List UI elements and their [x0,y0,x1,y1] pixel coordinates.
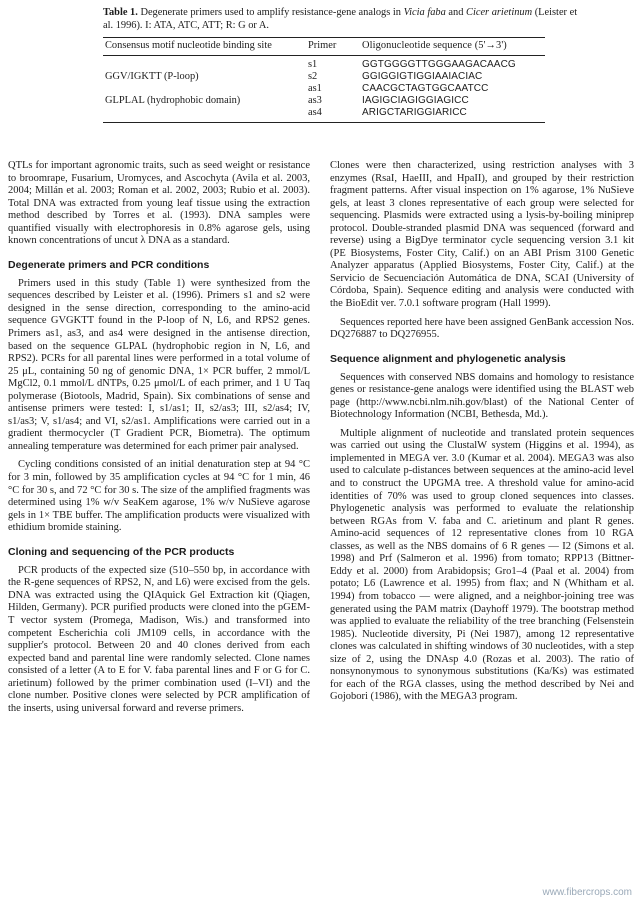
paragraph-cloning: PCR products of the expected size (510–550 bp, in accordance with the R-gene sequences of RPS2, N, and L6) were excised from the gels. DNA was extracted using the QIAquick Gel Extraction kit (Qiagen, Hilden, Germany). PCR purified products were cloned into the pGEM-T vector system (Promega, Madison, Wis.) and transformed into competent Escherichia coli JM109 cells, in accordance with the supplier's protocol. Between 20 and 40 clones derived from each expected band and parental line were randomly selected. Clone names consisted of a letter (A to E for V. faba parental lines and F or G for C. arietinum) followed by the primer combination used (I–VI) and the clone number. Positive clones were selected by PCR amplification of the inserts, using universal forward and reverse primers. [8,564,310,714]
left-column [8,160,310,715]
paragraph-genbank: Sequences reported here have been assigned GenBank accession Nos. DQ276887 to DQ276955. [330,316,634,341]
table-row [103,83,545,95]
cell-primer: as1 [308,83,322,94]
table-header-rule [103,55,545,56]
cell-primer: as4 [308,107,322,118]
cell-primer: s1 [308,59,318,70]
table-bottom-rule [103,122,545,123]
cell-sequence: IAGIGCIAGIGGIAGICC [362,95,469,106]
caption-species-2: Cicer arietinum [466,7,533,18]
paragraph-nbs: Sequences with conserved NBS domains and homology to resistance genes or resistance-gene analogs were identified using the BLAST web page (http://www.ncbi.nlm.nih.gov/blast) of the National Center of Biotechnology Information (NCBI, Bethesda, Md.). [330,371,634,421]
table-label: Table 1. [103,7,138,18]
paragraph-intro: QTLs for important agronomic traits, such as seed weight or resistance to broomrape, Fusarium, Uromyces, and Ascochyta (Avila et al. 2003, 2004; Millán et al. 2003; Roman et al. 2002, 2003; Rubio et al. 2003). Total DNA was extracted from young leaf tissue using the extraction method described by Torres et al. (1993). DNA samples were quantified visually with electrophoresis in 0.8% agarose gels, using known concentrations of uncut λ DNA as a standard. [8,160,310,247]
paragraph-cycling: Cycling conditions consisted of an initial denaturation step at 94 °C for 3 min, followed by 35 amplification cycles at 94 °C for 1 min, 46 °C for 30 s, and 72 °C for 30 s. The size of the amplified fragments was determined using 1% w/v SeaKem agarose, 1% w/v NuSieve agarose gels in 1× TBE buffer. The amplification products were visualized with ethidium bromide staining. [8,459,310,534]
watermark: www.fibercrops.com [542,887,632,898]
cell-primer: as3 [308,95,322,106]
cell-primer: s2 [308,71,318,82]
table-row [103,107,545,119]
cell-motif: GLPLAL (hydrophobic domain) [105,95,241,106]
cell-sequence: GGTGGGGTTGGGAAGACAACG [362,59,516,70]
caption-text: Degenerate primers used to amplify resistance-gene analogs in [137,7,404,18]
header-sequence: Oligonucleotide sequence (5'→3') [362,40,507,51]
table-header-row [103,40,545,52]
caption-and: and [445,7,467,18]
cell-sequence: GGIGGIGTIGGIAAIACIAC [362,71,483,82]
cell-sequence: CAACGCTAGTGGCAATCC [362,83,489,94]
paragraph-primers: Primers used in this study (Table 1) were synthesized from the sequences described by Leister et al. (1996). Primers s1 and s2 were designed in the sense direction, corresponding to the amino-acid sequence GVGKTT found in the P-loop of N, L6, and RPS2 genes. Primers as1, as3, and as4 were designed in the antisense direction, based on the sequence GLPAL (hydrophobic region in N, L6, and RPS2). PCRs for all parental lines were performed in a total volume of 25 μL, containing 50 ng of genomic DNA, 1× PCR buffer, 2 mmol/L MgCl2, 0.1 mmol/L dNTPs, 0.25 μmol/L of each primer, and 1 U Taq polymerase (Biotools, Madrid, Spain). Six combinations of sense and antisense primers were tested: I, s1/as1; II, s2/as3; III, s2/as4; IV, s1/as3; V, s1/as4; and VI, s2/as1. Amplifications were carried out in a gradient thermocycler (T Gradient PCR, Biometra). The optimum annealing temperature was determined for each primer pair analysed. [8,277,310,452]
paragraph-clones: Clones were then characterized, using restriction analyses with 3 enzymes (RsaI, HaeIII, and HpaII), and grouped by their restriction fragment patterns. After visual inspection on 1% agarose, 1% NuSieve gels, at least 3 clones representative of each group were selected for sequencing. Plasmids were extracted using a lysis-by-boiling miniprep protocol. Double-stranded plasmid DNA was sequenced (forward and reverse) using a BigDye terminator cycle sequencing version 3.1 kit (PE Biosystems, Foster City, Calif.) on an ABI Prism 3100 Genetic Analyzer apparatus (Applied Biosystems, Foster City, Calif.) at the Servicio de Secuenciación Automática de DNA, SCAI (University of Córdoba, Spain). Sequence editing and analysis were conducted with the BioEdit ver. 7.0.1 software program (Hall 1999). [330,160,634,310]
heading-degenerate-primers: Degenerate primers and PCR conditions [8,258,210,271]
cell-sequence: ARIGCTARIGGIARICC [362,107,467,118]
right-column [330,160,634,704]
cell-motif: GGV/IGKTT (P-loop) [105,71,199,82]
table-row [103,71,545,83]
header-primer: Primer [308,40,337,51]
table-top-rule [103,37,545,38]
caption-species-1: Vicia faba [403,7,446,18]
paragraph-multiple-alignment: Multiple alignment of nucleotide and translated protein sequences was carried out using the ClustalW system (Higgins et al. 1994), as implemented in MEGA ver. 3.0 (Kumar et al. 2004). MEGA3 was also used to calculate p-distances between sequences at the amino-acid level and to construct the UPGMA tree. A threshold value for amino-acid identities of 70% was used to group cloned sequences into classes. Phylogenetic analysis was performed to evaluate the relationship between RGAs from V. faba and C. arietinum and plant R genes. Amino-acid sequences of 12 representative clones from 10 RGA classes, as well as the NBS domains of 6 R genes — I2 (Simons et al. 1998) and Prf (Salmeron et al. 1996) from tomato; RPP13 (Bittner-Eddy et al. 2000) from Arabidopsis; Gro1–4 (Paal et al. 2004) from potato; L6 (Lawrence et al. 1995) from flax; and N (Whitham et al. 1994) from tobacco — were aligned, and a neighbor-joining tree was generated using the PAM matrix (Dayhoff 1979). The bootstrap method was applied to evaluate the reliability of the tree branching (Felsenstein 1985). Nucleotide diversity, Pi (Nei 1987), among 12 representative clones was calculated in shifting windows of 30 nucleotides, with a step size of 2, using the DNAsp 4.0 (Rozas et al. 2003). The ratio of nonsynonymous to synonymous substitutions (Ka/Ks) was estimated for each of the RGA classes, using the method described by Nei and Gojobori (1986), with the MEGA3 program. [330,427,634,703]
header-motif: Consensus motif nucleotide binding site [105,40,272,51]
table-row [103,95,545,107]
heading-alignment: Sequence alignment and phylogenetic analysis [330,352,566,365]
heading-cloning: Cloning and sequencing of the PCR products [8,545,235,558]
table-row [103,59,545,71]
caption-tail: (Leister et al. 1996). I: ATA, ATC, ATT; R: G or A. [103,7,578,31]
table-caption [103,6,583,32]
